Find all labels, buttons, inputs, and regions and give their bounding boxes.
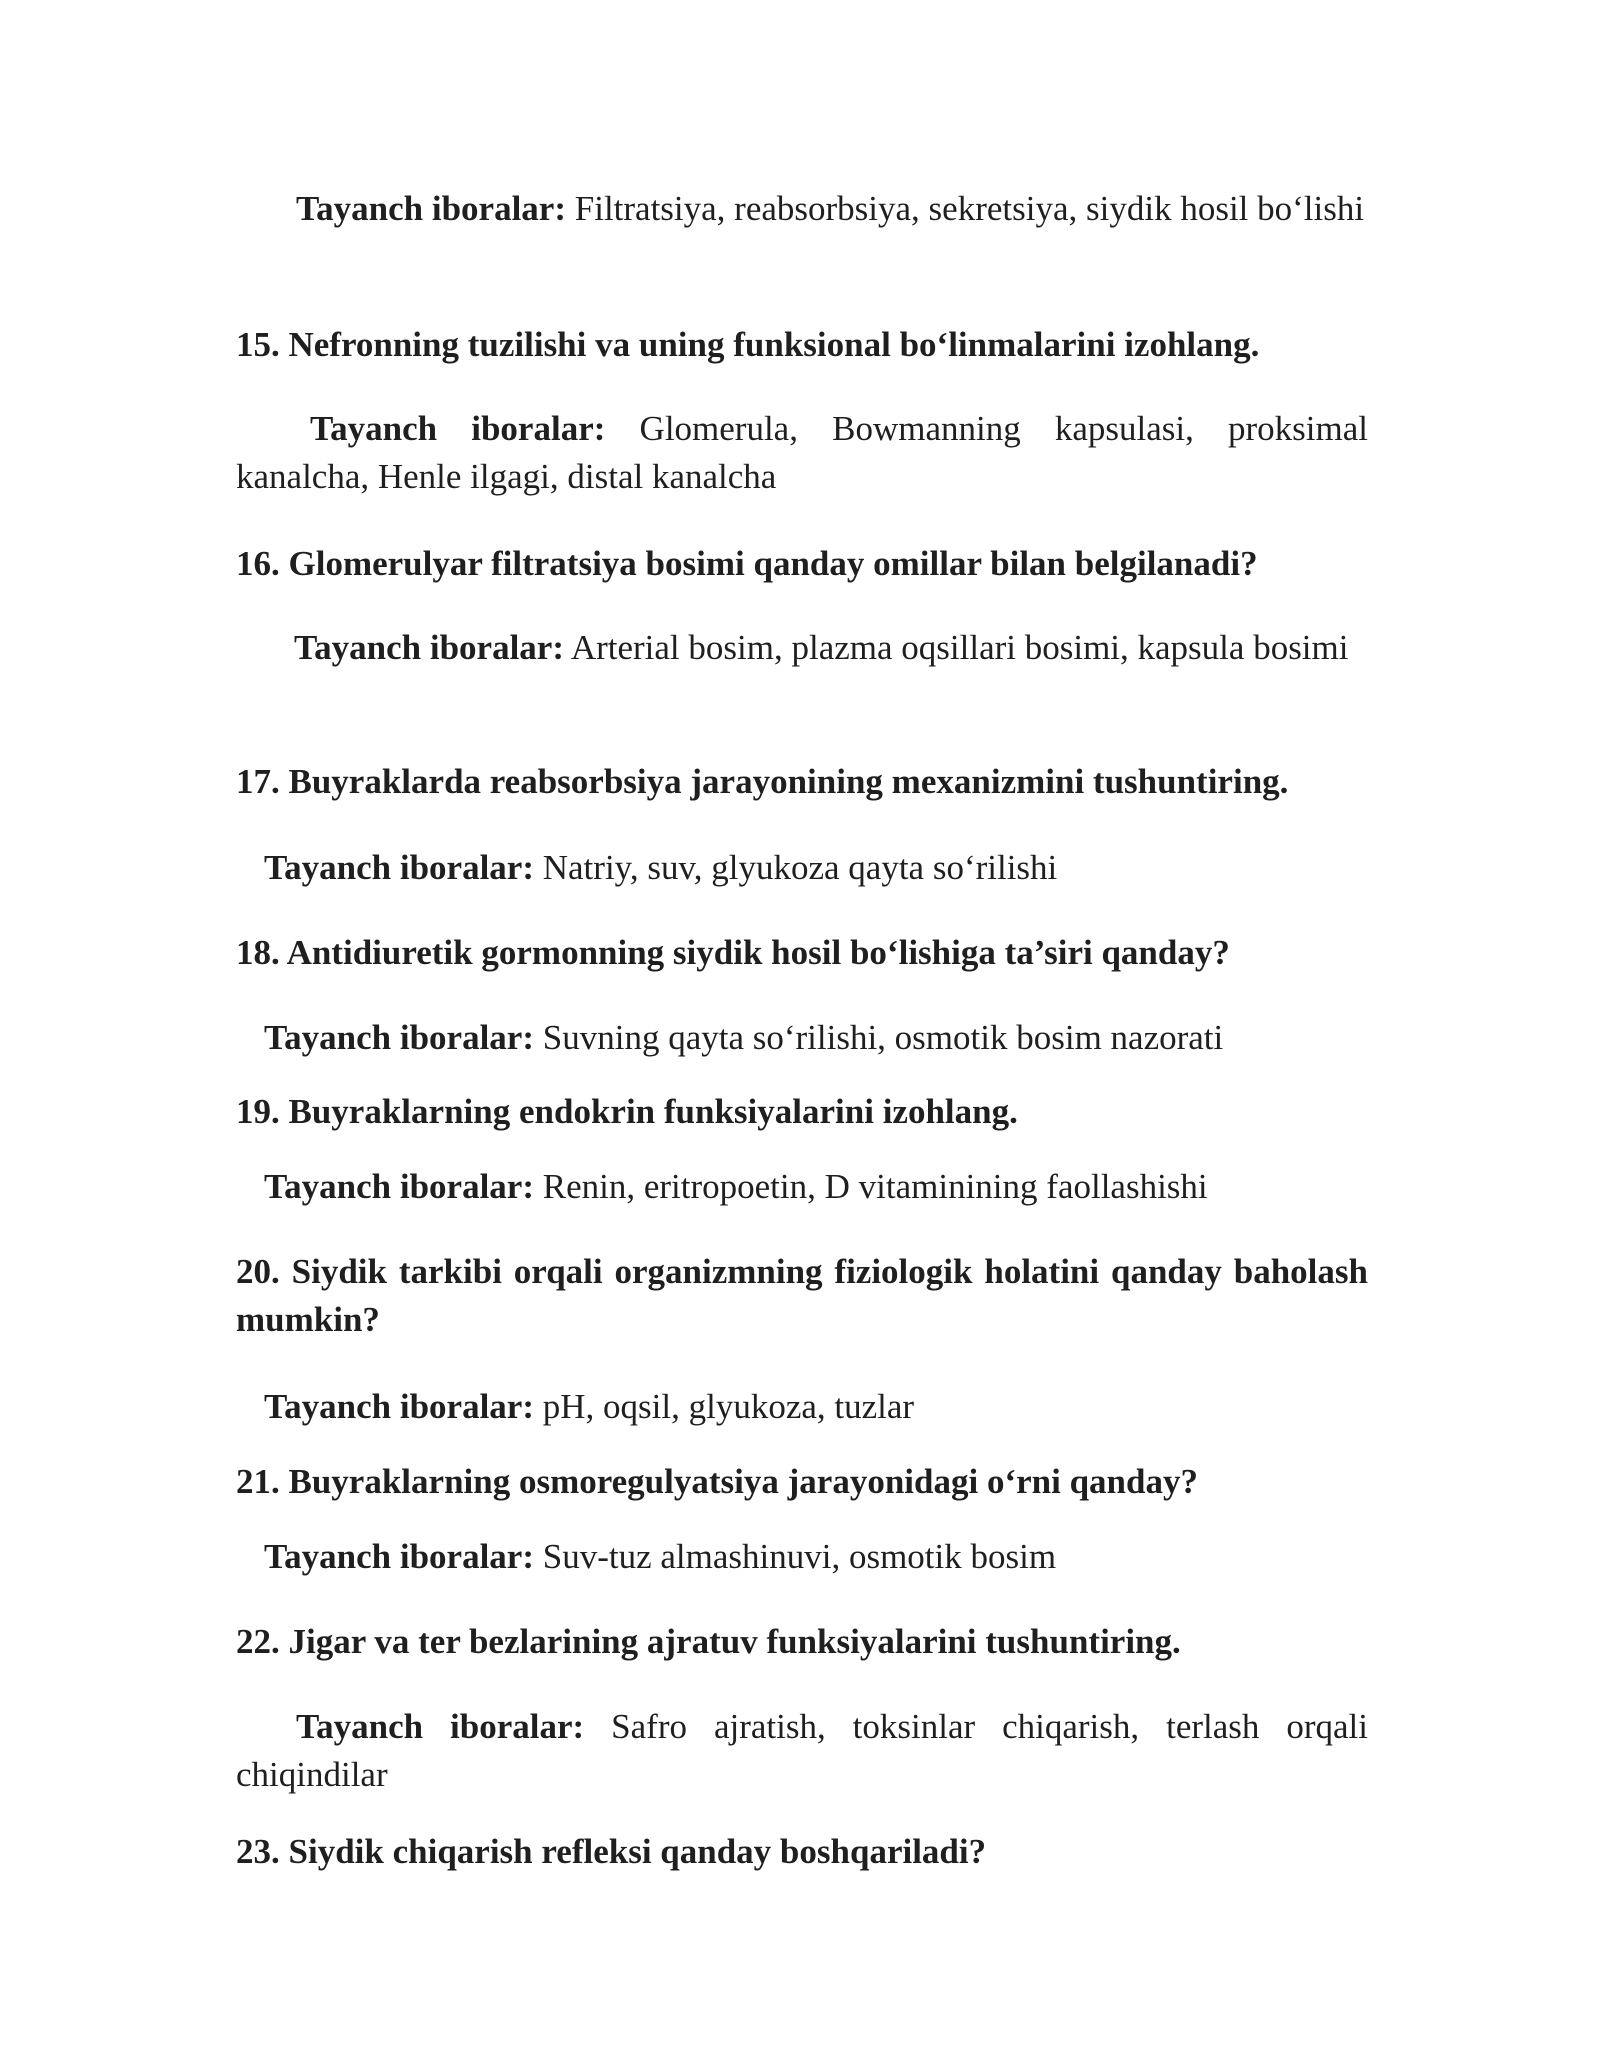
question-heading: 23. Siydik chiqarish refleksi qanday boshqariladi? [236, 1832, 987, 1871]
keywords-paragraph [236, 405, 1368, 501]
question-heading: 20. Siydik tarkibi orqali organizmning fiziologik holatini qanday baholash mumkin? [236, 1252, 1368, 1339]
keywords-paragraph [236, 844, 1368, 892]
keywords-label: Tayanch iboralar: [264, 1387, 534, 1426]
keywords-label: Tayanch iboralar: [264, 1018, 534, 1057]
keywords-label: Tayanch iboralar: [264, 1537, 534, 1576]
keywords-text: Arterial bosim, plazma oqsillari bosimi, kapsula bosimi [570, 628, 1349, 667]
keywords-paragraph [236, 624, 1368, 672]
question-heading: 16. Glomerulyar filtratsiya bosimi qanday omillar bilan belgilanadi? [236, 544, 1258, 583]
question-heading: 17. Buyraklarda reabsorbsiya jarayonining mexanizmini tushuntiring. [236, 762, 1289, 801]
question-heading: 15. Nefronning tuzilishi va uning funksional bo‘linmalarini izohlang. [236, 325, 1260, 364]
keywords-label: Tayanch iboralar: [296, 1707, 585, 1746]
keywords-label: Tayanch iboralar: [264, 1167, 534, 1206]
question-heading: 18. Antidiuretik gormonning siydik hosil bo‘lishiga ta’siri qanday? [236, 933, 1230, 972]
keywords-paragraph [236, 185, 1368, 233]
keywords-label: Tayanch iboralar: [264, 848, 534, 887]
question-heading: 21. Buyraklarning osmoregulyatsiya jarayonidagi o‘rni qanday? [236, 1462, 1198, 1501]
keywords-paragraph [236, 1703, 1368, 1799]
keywords-paragraph [236, 1533, 1368, 1581]
keywords-text: Renin, eritropoetin, D vitaminining faollashishi [542, 1167, 1208, 1206]
keywords-text: Safro ajratish, toksinlar chiqarish, terlash orqali chiqindilar [236, 1707, 1368, 1794]
keywords-text: pH, oqsil, glyukoza, tuzlar [542, 1387, 915, 1426]
keywords-paragraph [236, 1014, 1368, 1062]
keywords-text: Glomerula, Bowmanning kapsulasi, proksimal kanalcha, Henle ilgagi, distal kanalcha [236, 409, 1368, 496]
keywords-text: Suv-tuz almashinuvi, osmotik bosim [542, 1537, 1057, 1576]
question-heading: 19. Buyraklarning endokrin funksiyalarini izohlang. [236, 1092, 1018, 1131]
keywords-label: Tayanch iboralar: [310, 409, 606, 448]
keywords-label: Tayanch iboralar: [296, 189, 566, 228]
keywords-text: Suvning qayta so‘rilishi, osmotik bosim nazorati [542, 1018, 1224, 1057]
keywords-paragraph [236, 1383, 1368, 1431]
keywords-label: Tayanch iboralar: [294, 628, 564, 667]
question-heading: 22. Jigar va ter bezlarining ajratuv funksiyalarini tushuntiring. [236, 1622, 1181, 1661]
keywords-text: Filtratsiya, reabsorbsiya, sekretsiya, siydik hosil bo‘lishi [574, 189, 1365, 228]
keywords-text: Natriy, suv, glyukoza qayta so‘rilishi [542, 848, 1058, 887]
keywords-paragraph [236, 1163, 1368, 1211]
